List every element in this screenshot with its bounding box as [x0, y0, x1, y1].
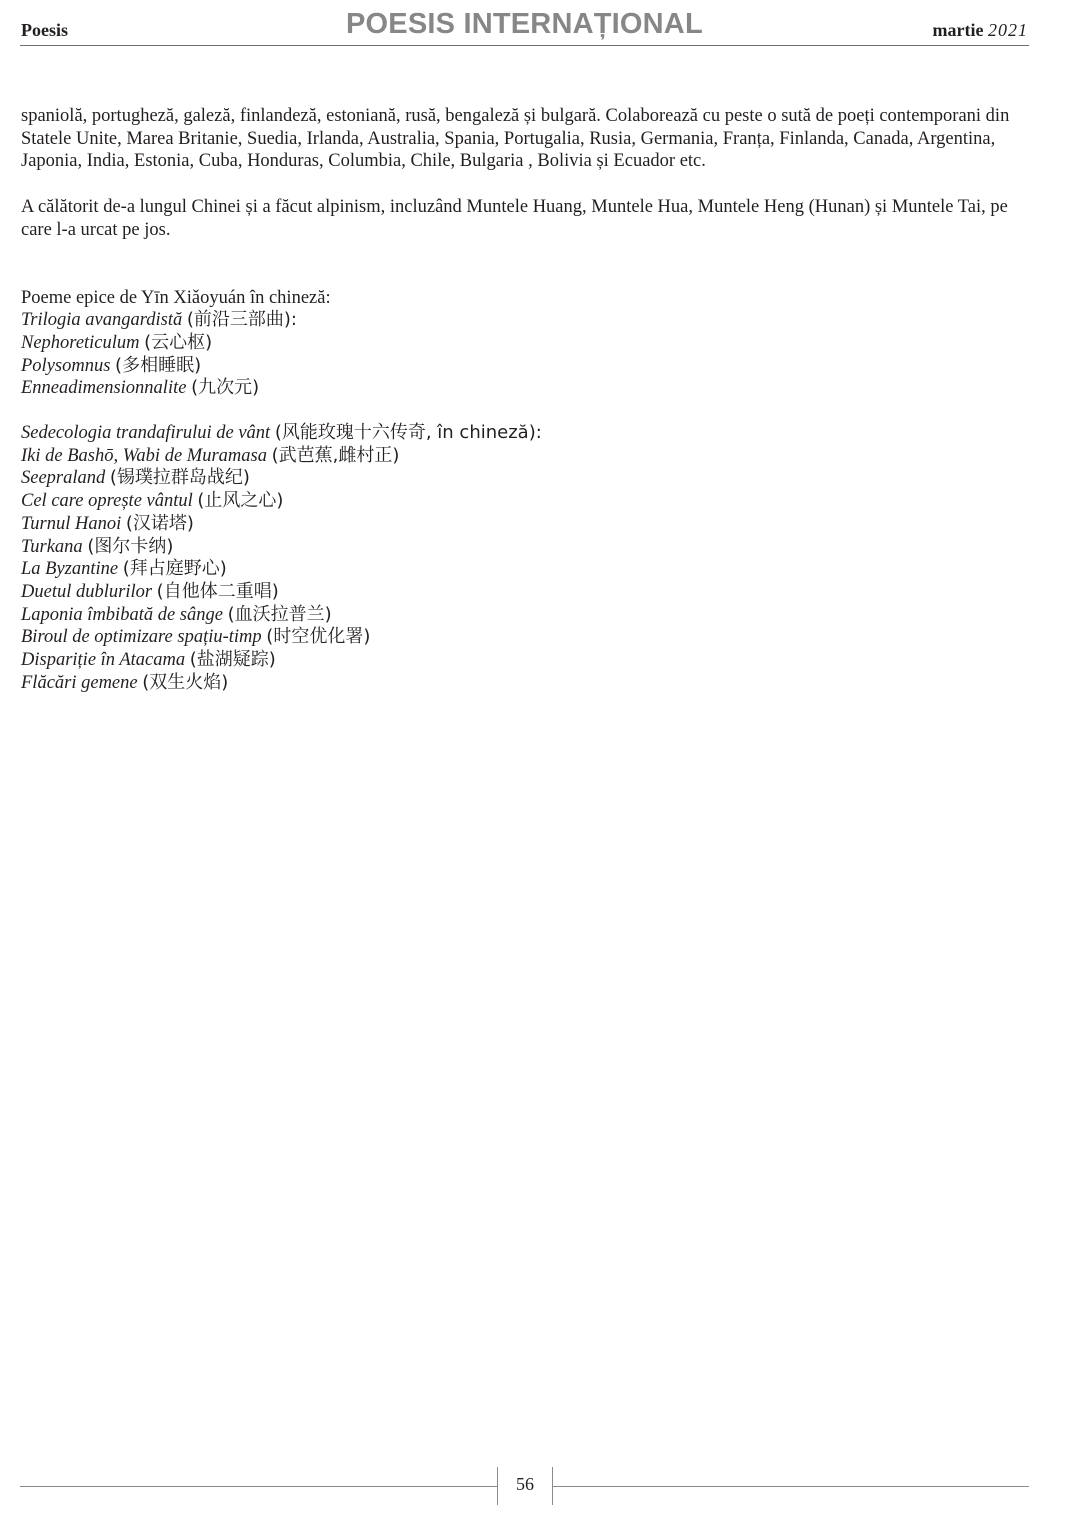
trilogy-heading [21, 309, 1031, 332]
poem-list-item [21, 490, 1031, 513]
poem-list-item [21, 672, 1031, 695]
header-issue-date [933, 20, 1028, 41]
poem-title: Turnul Hanoi [21, 513, 122, 534]
poem-title: Flăcări gemene [21, 672, 138, 693]
sedecologia-heading [21, 422, 1031, 445]
poem-title: Turkana [21, 536, 83, 557]
poem-chinese-title: (拜占庭野心) [122, 558, 227, 580]
sedecologia-chinese: (风能玫瑰十六传奇, în chineză): [274, 422, 542, 444]
header-year: 2021 [988, 20, 1028, 40]
poem-chinese-title: (图尔卡纳) [87, 535, 174, 557]
poem-title: Iki de Bashō, Wabi de Muramasa [21, 445, 267, 466]
poem-title: Polysomnus [21, 355, 111, 376]
poem-list-item [21, 467, 1031, 490]
poem-title: Dispariție în Atacama [21, 650, 186, 671]
poem-list-item [21, 513, 1031, 536]
poem-list-item [21, 377, 1031, 400]
sedecologia-title: Sedecologia trandafirului de vânt [21, 423, 271, 444]
poem-chinese-title: (锡璞拉群岛战纪) [109, 467, 250, 489]
header-rule [20, 45, 1029, 46]
poem-list-item [21, 445, 1031, 468]
poem-chinese-title: (武芭蕉,雌村正) [271, 444, 400, 466]
article-body [21, 105, 1031, 694]
poem-list-item [21, 355, 1031, 378]
footer-rule-left [20, 1486, 497, 1487]
sedecologia-list [21, 445, 1031, 695]
poem-chinese-title: (时空优化署) [266, 626, 371, 648]
poem-list-item [21, 604, 1031, 627]
paragraph-languages: spaniolă, portugheză, galeză, finlandeză, estoniană, rusă, bengaleză și bulgară. Colaborează cu peste o sută de poeți contemporani din Statele Unite, Marea Britanie, Suedia, Irlanda, Australia, Spania, Portugalia, Rusia, Germania, Franța, Finlanda, Canada, Argentina, Japonia, India, Estonia, Cuba, Honduras, Columbia, Chile, Bulgaria , Bolivia și Ecuador etc. [21, 106, 1010, 172]
trilogy-chinese: (前沿三部曲): [186, 309, 297, 331]
poem-chinese-title: (止风之心) [197, 490, 284, 512]
paragraph-travels: A călătorit de-a lungul Chinei și a făcut alpinism, incluzând Muntele Huang, Muntele Hua, Muntele Heng (Hunan) și Muntele Tai, pe care l-a urcat pe jos. [21, 197, 1008, 240]
poem-chinese-title: (双生火焰) [142, 671, 229, 693]
poem-title: Enneadimensionnalite [21, 378, 187, 399]
header-title: POESIS INTERNAȚIONAL [346, 8, 703, 40]
header-magazine-name: Poesis [21, 20, 68, 40]
poem-chinese-title: (九次元) [191, 377, 260, 399]
poem-chinese-title: (血沃拉普兰) [227, 603, 332, 625]
poem-list-item [21, 536, 1031, 559]
poem-chinese-title: (盐湖疑踪) [189, 649, 276, 671]
poem-title: Nephoreticulum [21, 332, 140, 353]
poem-list-item [21, 332, 1031, 355]
poem-title: Seepraland [21, 468, 106, 489]
poem-title: Biroul de optimizare spațiu-timp [21, 627, 262, 648]
poem-list-item [21, 581, 1031, 604]
epic-poems-heading: Poeme epice de Yīn Xiǎoyuán în chineză: [21, 287, 331, 308]
poem-title: Cel care oprește vântul [21, 491, 193, 512]
poem-list-item [21, 626, 1031, 649]
poem-title: Duetul dublurilor [21, 581, 153, 602]
poem-list-item [21, 649, 1031, 672]
page-number: 56 [516, 1474, 534, 1494]
poem-title: La Byzantine [21, 559, 119, 580]
poem-chinese-title: (云心枢) [144, 331, 213, 353]
poem-list-item [21, 558, 1031, 581]
poem-chinese-title: (汉诺塔) [125, 512, 194, 534]
poem-chinese-title: (多相睡眠) [115, 354, 202, 376]
header-month: martie [932, 20, 984, 40]
footer-rule-right [553, 1486, 1029, 1487]
poem-chinese-title: (自他体二重唱) [156, 580, 279, 602]
trilogy-title: Trilogia avangardistă [21, 310, 183, 331]
trilogy-list [21, 332, 1031, 400]
poem-title: Laponia îmbibată de sânge [21, 604, 223, 625]
